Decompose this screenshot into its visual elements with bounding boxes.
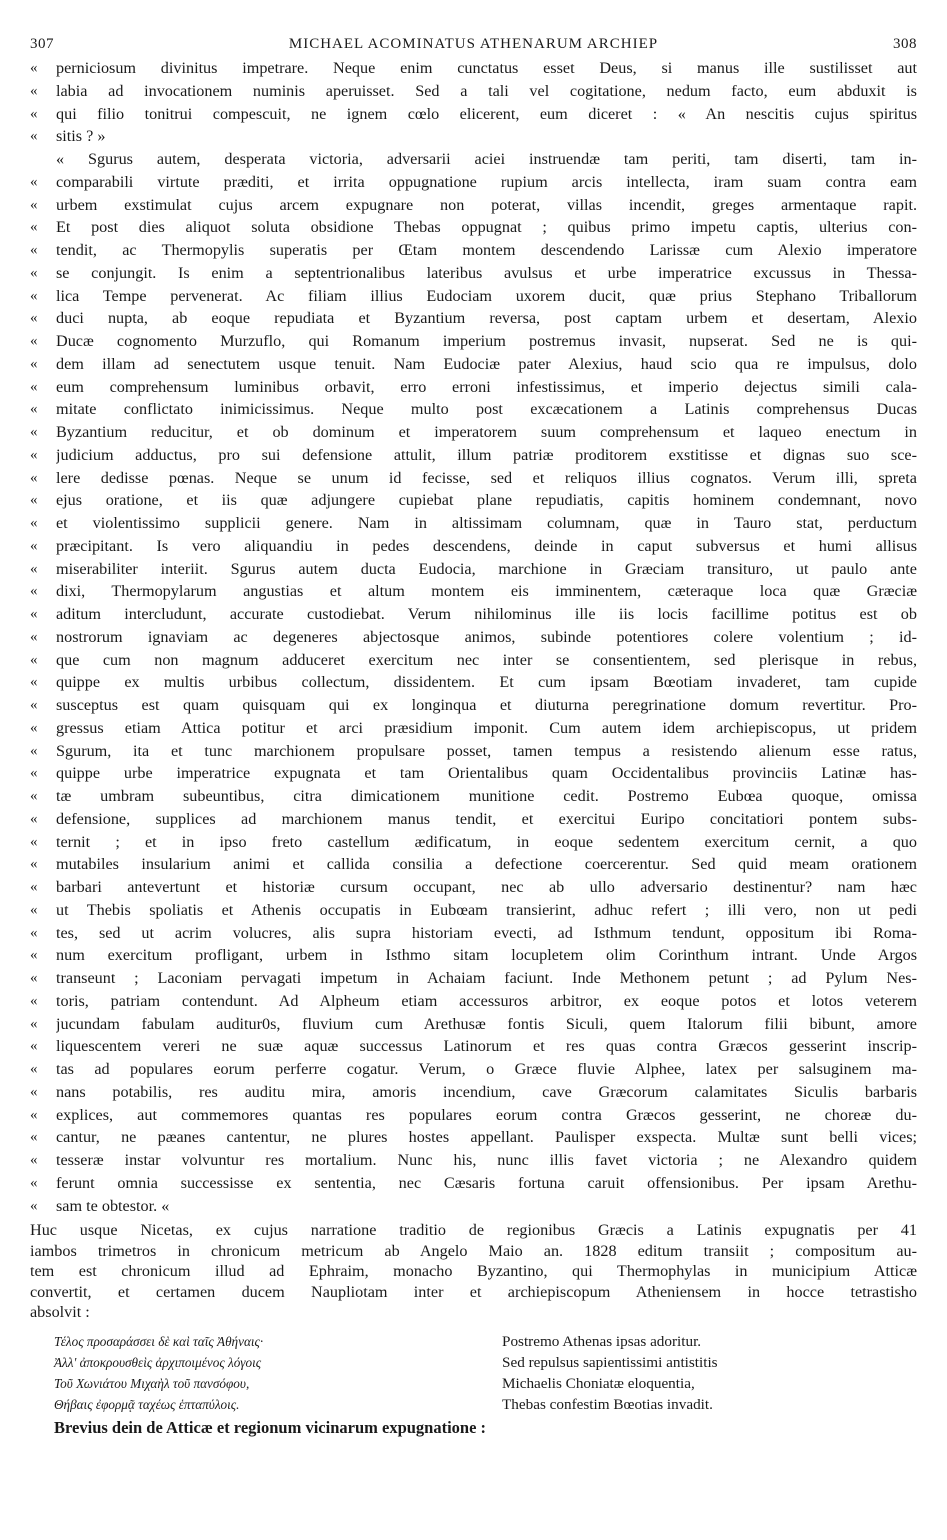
page-number-right: 308 [892, 36, 917, 52]
quote-mark: « [30, 560, 38, 577]
text-line [30, 467, 917, 490]
text-line [30, 808, 917, 831]
quote-mark: « [30, 970, 38, 986]
text-line [30, 603, 917, 626]
line-text: et violentissimo supplicii genere. Nam in altissimam columnam, quæ in Tauro stat, perductum [56, 514, 917, 532]
quote-mark: « [30, 60, 38, 76]
quote-mark: « [30, 947, 38, 964]
quote-mark: « [30, 1129, 38, 1146]
text-line [30, 944, 917, 967]
text-line [30, 1081, 917, 1104]
quote-mark: « [30, 515, 38, 531]
quote-mark: « [30, 264, 38, 281]
quote-mark: « [30, 833, 38, 850]
line-text: cantur, ne pæanes cantentur, ne plures hostes appellant. Paulisper exspecta. Multæ sunt belli vices; [56, 1128, 917, 1147]
quote-mark: « [30, 355, 38, 372]
text-line [30, 330, 917, 353]
quote-mark: « [30, 674, 38, 691]
document-page [30, 36, 917, 1439]
text-line [30, 580, 917, 603]
text-line [30, 216, 917, 239]
page-number-left: 307 [30, 36, 54, 52]
line-text: aditum intercludunt, accurate custodiebat. Verum nihilominus ille iis locis facillime potitus est ob [56, 605, 917, 623]
line-text: tesseræ instar volvuntur res mortalium. Nunc his, nunc illis favet victoria ; ne Alexandro quidem [56, 1151, 917, 1169]
quote-mark: « [30, 492, 38, 509]
line-text: lica Tempe pervenerat. Ac filiam illius Eudociam uxorem ducit, quæ prius Stephano Triballorum [56, 286, 917, 305]
latin-translation: Thebas confestim Bœotias invadit. [502, 1395, 713, 1413]
greek-verse: Τέλος προσαράσσει δὲ καὶ ταῖς Ἀθήναις· [54, 1333, 264, 1349]
quote-mark: « [30, 446, 38, 463]
quote-mark: « [30, 901, 38, 918]
line-text: que cum non magnum adduceret exercitum nec inter se consentientem, sed plerisque in rebus, [56, 650, 917, 669]
quote-mark: « [30, 583, 38, 600]
line-text: ferunt omnia successisse ex sententia, nec Cæsaris fortuna caruit offensionibus. Per ipsam Arethu- [56, 1173, 917, 1192]
quote-mark: « [30, 401, 38, 418]
text-line [30, 535, 917, 558]
quote-mark: « [30, 924, 38, 941]
line-text: dem illam ad senectutem usque tenuit. Nam Eudociæ pater Alexius, haud scio qua re impulsus, dolo [56, 354, 917, 373]
quote-mark: « [30, 651, 38, 668]
text-line [30, 922, 917, 945]
line-text: labia ad invocationem numinis aperuisset. Sed a tali vel cogitatione, nedum facto, eum abduxit is [56, 81, 917, 100]
text-line [30, 57, 917, 80]
line-text: se conjungit. Is enim a septentrionalibus lateribus avulsus et urbe imperatrice excussus in Thessa- [56, 263, 917, 282]
text-line [30, 171, 917, 194]
text-line [30, 148, 917, 171]
line-text: comparabili virtute præditi, et irrita oppugnatione rupium arcis intellecta, iram suam contra eam [56, 172, 917, 191]
text-line [30, 899, 917, 922]
running-title: MICHAEL ACOMINATUS ATHENARUM ARCHIEP [288, 36, 659, 52]
latin-translation: Postremo Athenas ipsas adoritur. [502, 1332, 702, 1350]
text-line [30, 558, 917, 581]
line-text: præcipitant. Is vero aliquandiu in pedes descendens, deinde in caput subversus et humi allisus [56, 536, 917, 555]
text-line [30, 1126, 917, 1149]
line-text: ternit ; et in ipso freto castellum ædificatum, in eoque sedentem exercitum cernit, a quo [56, 832, 917, 851]
text-line [30, 512, 917, 535]
text-line [30, 125, 917, 148]
line-text: lere dedisse pœnas. Neque se unum id fecisse, sed et reliquos illius cognatos. Verum illi, spreta [56, 468, 917, 487]
line-text: gressus etiam Attica potitur et arci præsidium imponit. Cum autem idem archiepiscopus, ut pridem [56, 718, 917, 737]
text-line [30, 649, 917, 672]
quote-mark: « [30, 606, 38, 622]
running-header [30, 36, 917, 56]
quote-mark: « [30, 1061, 38, 1077]
text-line [30, 239, 917, 262]
text-line [30, 785, 917, 808]
line-text: tes, sed ut acrim volucres, alis supra historiam evecti, ad Isthmum tendunt, oppositum ibi Roma- [56, 923, 917, 942]
quote-mark: « [30, 1038, 38, 1055]
greek-verse: Θήβαις ἐφορμᾷ ταχέως ἑπταπύλοις. [54, 1396, 240, 1412]
quote-mark: « [30, 810, 38, 827]
text-line [30, 1104, 917, 1127]
line-text: liquescentem vereri ne suæ aquæ successus Latinorum et res quas contra Græcos gesserint inscrip- [56, 1037, 917, 1056]
line-text: tendit, ac Thermopylis superatis per Œtam montem descendendo Larissæ cum Alexio imperatore [56, 241, 917, 259]
text-line [30, 285, 917, 308]
line-text: Ducæ cognomento Murzuflo, qui Romanum imperium postremus invasit, nupserat. Sed ne is qui- [56, 332, 917, 350]
line-text: jucundam fabulam auditur0s, fluvium cum Arethusæ fontis Siculi, quem Italorum filii bibunt, amore [56, 1014, 917, 1033]
quote-mark: « [30, 310, 38, 327]
line-text: perniciosum divinitus impetrare. Neque enim cunctatus esset Deus, si manus ille sustilisset aut [56, 59, 917, 77]
text-line [30, 353, 917, 376]
line-text: ut Thebis spoliatis et Athenis occupatis in Eubœam transierint, adhuc refert ; illi vero, non ut pedi [56, 900, 917, 919]
quote-mark: « [30, 469, 38, 486]
quote-mark: « [30, 765, 38, 782]
line-text: Sgurum, ita et tunc marchionem propulsare posset, tamen tempus a resistendo alienum esse ratus, [56, 741, 917, 760]
text-line [30, 626, 917, 649]
paragraph-line: tem est chronicum illud ad Ephraim, monacho Byzantino, qui Thermophylas in municipium Atticæ [30, 1262, 917, 1281]
quote-mark: « [30, 742, 38, 759]
text-line [30, 262, 917, 285]
line-text: susceptus est quam quisquam qui ex longinqua et diuturna peregrinatione domum revertitur. Pro- [56, 696, 917, 714]
text-line [30, 1035, 917, 1058]
text-line [30, 717, 917, 740]
line-text: dixi, Thermopylarum angustias et altum montem eis imminentem, cæteraque loca quæ Græciæ [56, 582, 917, 601]
quote-mark: « [30, 287, 38, 304]
text-line [30, 1013, 917, 1036]
text-line [30, 762, 917, 785]
line-text: quippe urbe imperatrice expugnata et tam Orientalibus quam Occidentalibus provinciis Latinæ has- [56, 764, 917, 783]
line-text: num exercitum profligant, urbem in Isthmo sitam locupletem olim Corinthum intrant. Unde Argos [56, 946, 917, 965]
quote-mark: « [30, 697, 38, 713]
line-text: judicium adductus, pro sui defensione attulit, illum patriæ proditorem exstitisse et dignas suo sce- [56, 445, 917, 464]
line-text: nans potabilis, res auditu mira, amoris incendium, cave Græcorum calamitates Siculis barbaris [56, 1082, 917, 1101]
quote-mark: « [30, 173, 38, 190]
line-text: tas ad populares eorum perferre cogatur. Verum, o Græce fluvie Alphee, latex per salsuginem ma- [56, 1060, 917, 1078]
quote-mark: « [30, 879, 38, 895]
latin-translation: Sed repulsus sapientissimi antistitis [502, 1353, 718, 1371]
text-line [30, 307, 917, 330]
quote-mark: « [30, 1197, 38, 1214]
line-text: sitis ? » [56, 127, 106, 146]
verse-translation-table [30, 1331, 917, 1415]
text-line [30, 1195, 917, 1218]
text-line [30, 671, 917, 694]
quote-mark: « [30, 333, 38, 349]
quote-mark: « [30, 537, 38, 554]
text-line [30, 398, 917, 421]
quote-mark: « [30, 1106, 38, 1123]
text-line [30, 1172, 917, 1195]
line-text: toris, patriam contendunt. Ad Alpheum etiam accessuros arbitror, ex eoque potos et lotos veterem [56, 991, 917, 1010]
line-text: ejus oratione, et iis quæ adjungere cupiebat plane repudiatis, capitis hominem condemnant, novo [56, 491, 917, 510]
quote-mark: « [30, 1174, 38, 1191]
line-text: Byzantium reducitur, et ob dominum et imperatorem suum comprehensum et laqueo enectum in [56, 423, 917, 441]
line-text: mitate conflictato inimicissimus. Neque multo post excæcationem a Latinis comprehensus Ducas [56, 400, 917, 419]
text-line [30, 876, 917, 899]
quote-mark: « [30, 128, 38, 145]
text-line [30, 853, 917, 876]
latin-translation: Michaelis Choniatæ eloquentia, [502, 1374, 695, 1392]
quote-mark: « [30, 856, 38, 873]
quote-mark: « [30, 788, 38, 804]
line-text: tæ umbram subeuntibus, citra dimicationem munitione cedit. Postremo Eubœa quoque, omissa [56, 787, 917, 805]
line-text: barbari antevertunt et historiæ cursum occupant, nec ab ullo adversario destinentur? nam hæc [56, 878, 917, 896]
paragraph-line: convertit, et certamen ducem Naupliotam inter et archiepiscopum Atheniensem in hocce tetrastisho [30, 1282, 917, 1301]
text-line [30, 194, 917, 217]
quote-mark: « [30, 82, 38, 99]
line-text: duci nupta, ab eoque repudiata et Byzantium reversa, post captam urbem et desertam, Alexio [56, 309, 917, 328]
paragraph-line: absolvit : [30, 1303, 90, 1322]
commentary-paragraph [30, 1220, 917, 1323]
quote-mark: « [30, 719, 38, 736]
text-line [30, 990, 917, 1013]
paragraph-line: Huc usque Nicetas, ex cujus narratione traditio de regionibus Græcis a Latinis expugnatis per 41 [30, 1221, 917, 1240]
closing-line: Brevius dein de Atticæ et regionum vicinarum expugnatione : [54, 1417, 487, 1437]
line-text: explices, aut commemores quantas res populares eorum contra Græcos gesserint, ne choreæ du- [56, 1105, 917, 1124]
text-line [30, 489, 917, 512]
quote-mark: « [30, 105, 38, 122]
text-line [30, 103, 917, 126]
quote-mark: « [30, 219, 38, 236]
text-line [30, 376, 917, 399]
line-text: miserabiliter interiit. Sgurus autem ducta Eudocia, marchione in Græciam transituro, ut paulo ante [56, 559, 917, 578]
line-text: transeunt ; Laconiam pervagati impetum in Achaiam faciunt. Inde Methonem petunt ; ad Pylum Nes- [56, 969, 917, 987]
line-text: sam te obtestor. « [56, 1196, 170, 1215]
quote-mark: « [30, 1083, 38, 1100]
quoted-passage [30, 57, 917, 1217]
text-line [30, 967, 917, 990]
text-line [30, 444, 917, 467]
line-text: nostrorum ignaviam ac degeneres abjectosque animos, subinde potentiores colere volentium ; id- [56, 627, 917, 646]
line-text: mutabiles insularium animi et callida consilia a defectione coercerentur. Sed quid meam orationem [56, 855, 917, 874]
text-line [30, 80, 917, 103]
line-text: « Sgurus autem, desperata victoria, adversarii aciei instruendæ tam periti, tam diserti, tam in- [56, 150, 917, 168]
text-line [30, 1149, 917, 1172]
quote-mark: « [30, 242, 38, 258]
text-line [30, 831, 917, 854]
line-text: urbem exstimulat cujus arcem expugnare non poterat, villas incendit, greges armentaque rapit. [56, 195, 917, 214]
line-text: qui filio tonitrui compescuit, ne ignem cœlo elicerent, eum diceret : « An nescitis cujus spiritus [56, 104, 917, 123]
greek-verse: Ἀλλ' ἀποκρουσθεὶς ἀρχιποιμένος λόγοις [54, 1354, 262, 1370]
quote-mark: « [30, 1152, 38, 1168]
line-text: eum comprehensum luminibus orbavit, erro erroni infestissimus, et imperio dejectus simili cala- [56, 377, 917, 396]
text-line [30, 421, 917, 444]
quote-mark: « [30, 992, 38, 1009]
paragraph-line: iambos trimetros in chronicum metricum ab Angelo Maio an. 1828 editum transiit ; compositum au- [30, 1241, 917, 1260]
quote-mark: « [30, 378, 38, 395]
quote-mark: « [30, 628, 38, 645]
line-text: defensione, supplices ad marchionem manus tendit, et exercitui Euripo concitatiori pontem subs- [56, 809, 917, 828]
greek-verse: Τοῦ Χωνιάτου Μιχαὴλ τοῦ πανσόφου, [54, 1375, 250, 1391]
quote-mark: « [30, 196, 38, 213]
line-text: Et post dies aliquot soluta obsidione Thebas oppugnat ; quibus primo impetu captis, ulterius con- [56, 218, 917, 237]
line-text: quippe ex multis urbibus collectum, dissidentem. Et cum ipsam Bœotiam invaderet, tam cupide [56, 673, 917, 692]
quote-mark: « [30, 1015, 38, 1032]
text-line [30, 1058, 917, 1081]
quote-mark: « [30, 424, 38, 440]
text-line [30, 740, 917, 763]
text-line [30, 694, 917, 717]
